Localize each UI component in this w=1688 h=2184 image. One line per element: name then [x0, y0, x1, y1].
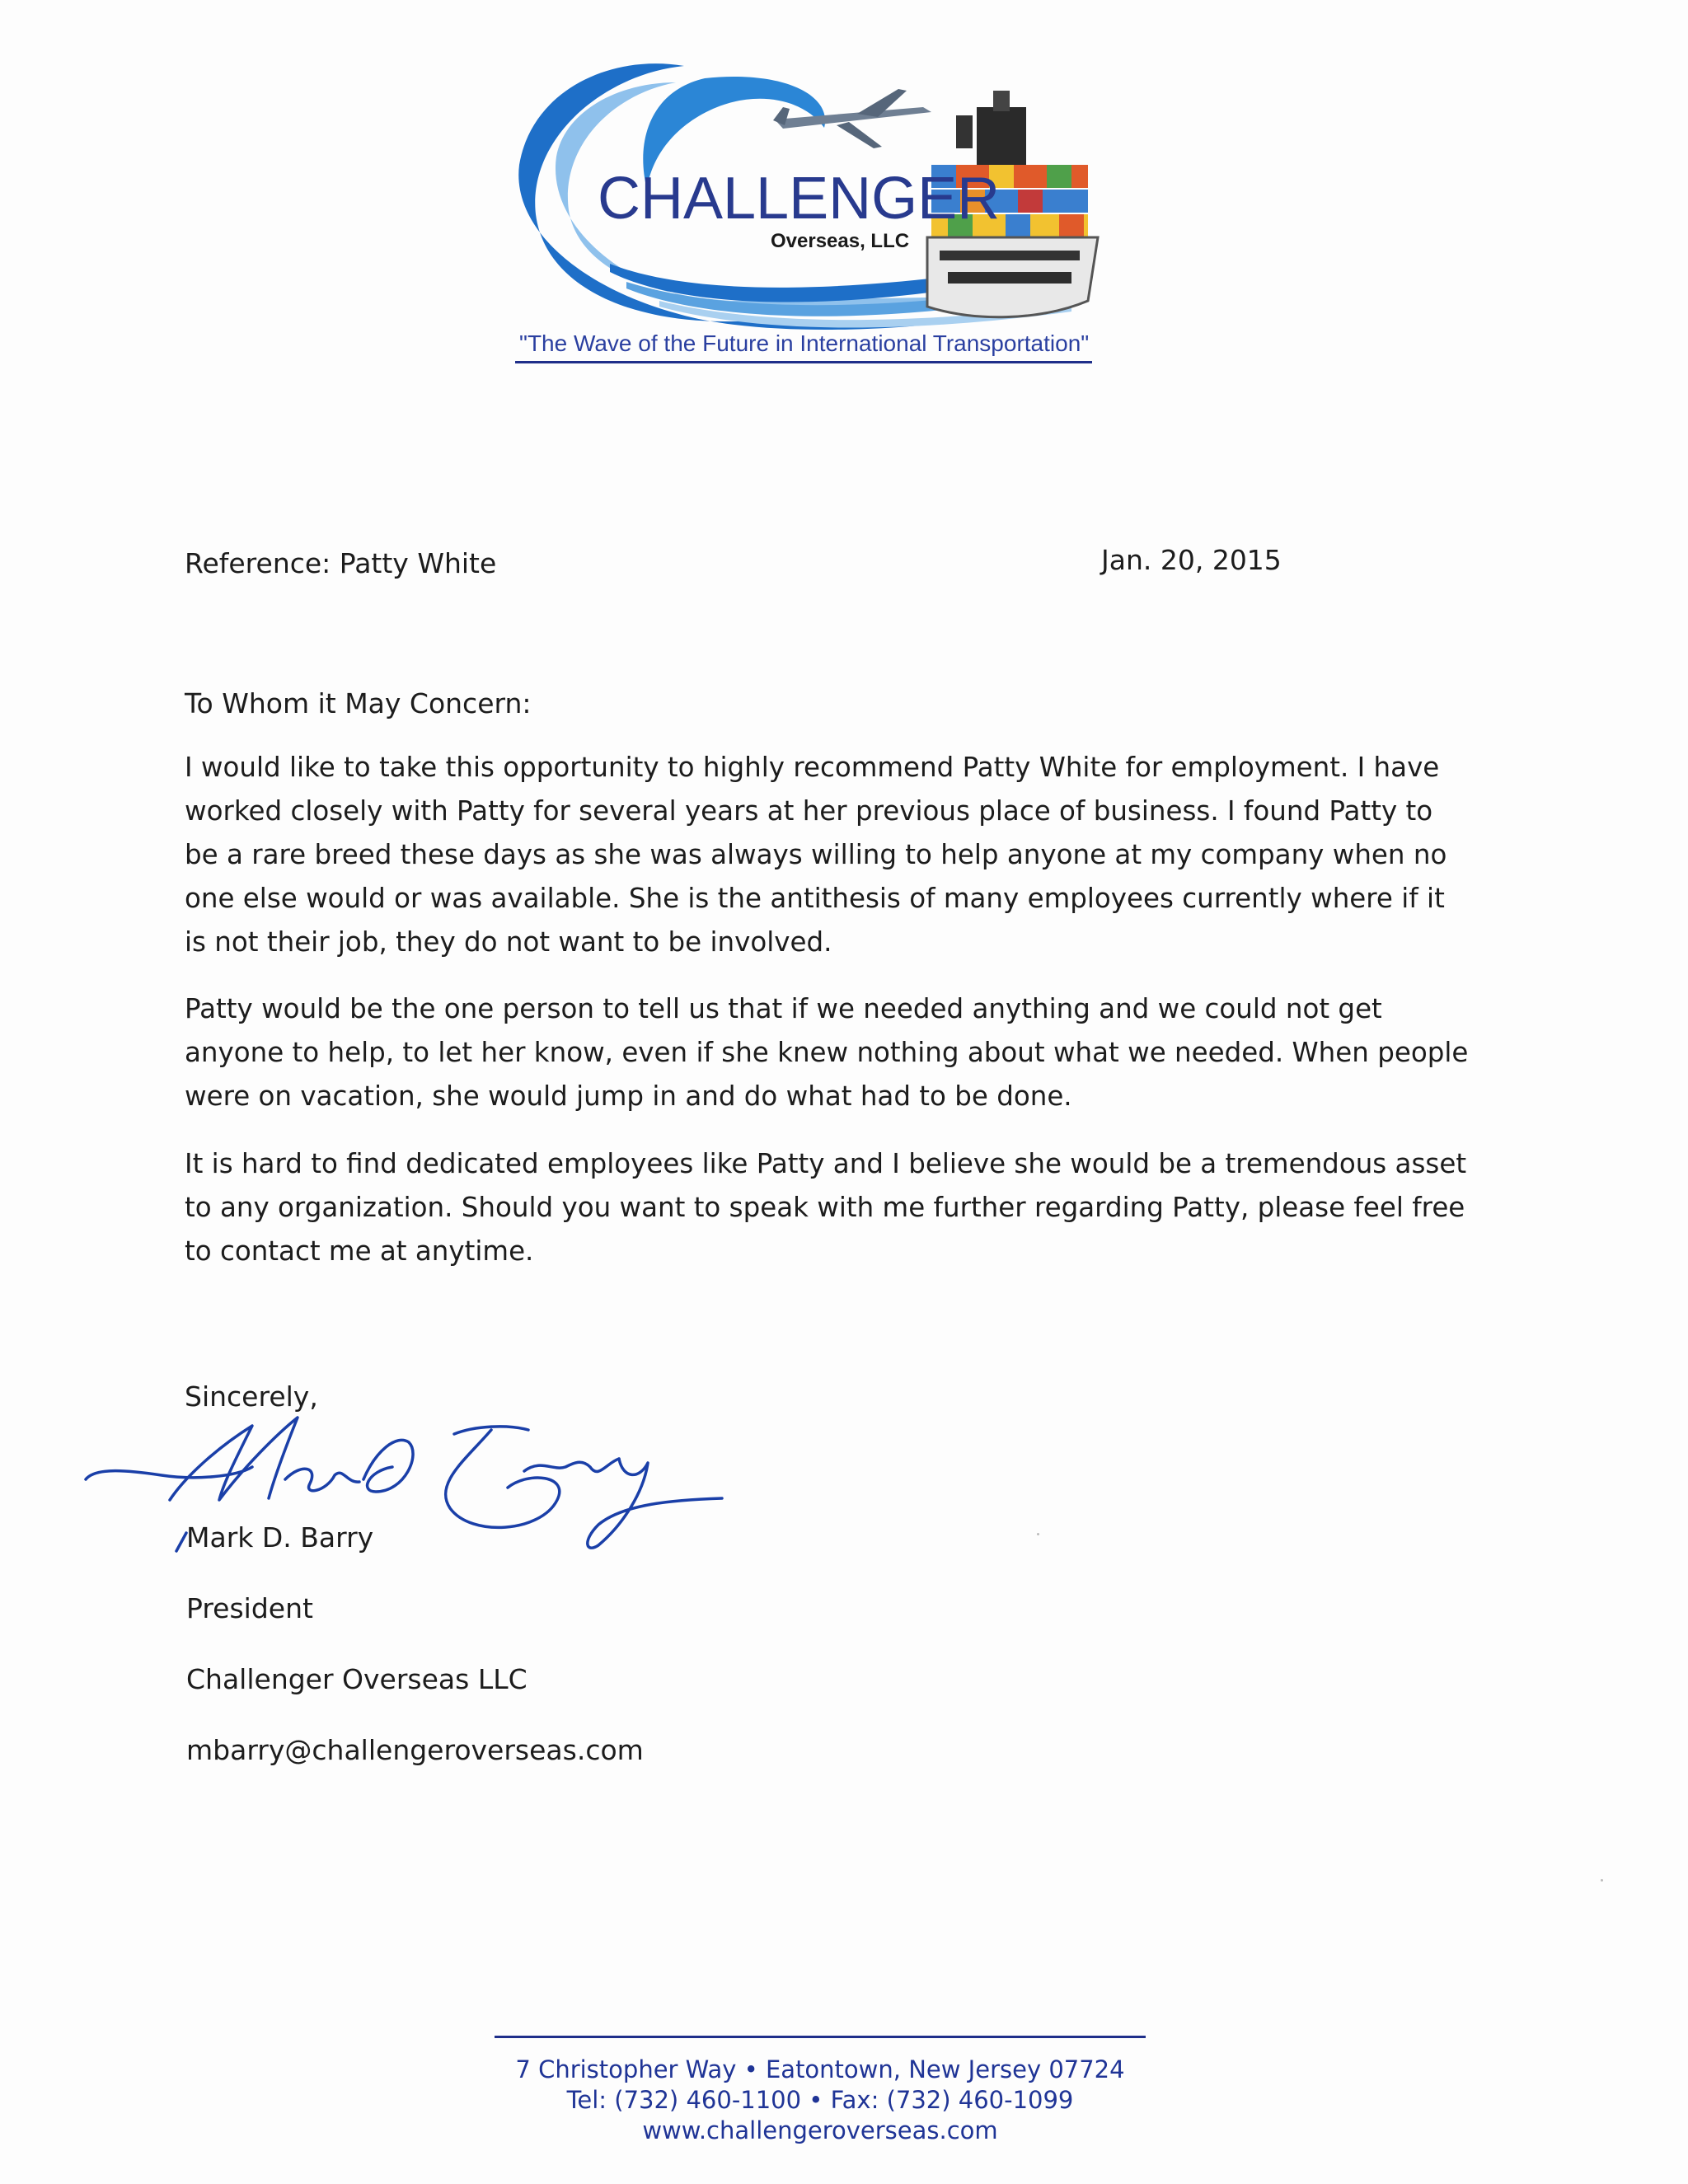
scan-speck	[1037, 1533, 1039, 1535]
signer-company: Challenger Overseas LLC	[186, 1663, 528, 1695]
salutation: To Whom it May Concern:	[185, 687, 532, 719]
footer-website: www.challengeroverseas.com	[642, 2116, 998, 2144]
handwritten-signature	[79, 1401, 730, 1558]
logo-tagline: "The Wave of the Future in International Transportation"	[519, 330, 1090, 356]
scan-speck	[1601, 1879, 1603, 1882]
signer-title: President	[186, 1592, 313, 1624]
logo-company-suffix: Overseas, LLC	[771, 230, 910, 252]
letterhead-footer	[495, 2036, 1146, 2146]
logo-company-name: CHALLENGER	[598, 166, 1001, 232]
closing: Sincerely,	[185, 1380, 318, 1413]
reference-line: Reference: Patty White	[185, 547, 497, 579]
footer-address: 7 Christopher Way • Eatontown, New Jersey 07724	[515, 2055, 1125, 2083]
body-paragraph-3: It is hard to find dedicated employees like Patty and I believe she would be a tremendous asset to any organization. Should you want to speak with me further regarding Patty, please feel free to contact me at anytime.	[185, 1148, 1467, 1267]
body-paragraph-2: Patty would be the one person to tell us that if we needed anything and we could not get anyone to help, to let her know, even if she knew nothing about what we needed. When people were on vacation, she would jump in and do what had to be done.	[185, 993, 1469, 1112]
tagline-underline	[515, 361, 1092, 363]
company-logo	[511, 49, 1104, 379]
footer-rule	[495, 2036, 1146, 2038]
letter-date: Jan. 20, 2015	[1101, 544, 1282, 576]
body-paragraph-1: I would like to take this opportunity to highly recommend Patty White for employment. I have worked closely with Patty for several years at her previous place of business. I found Patty to be a rare breed these days as she was always willing to help anyone at my company when no one else would or was available. She is the antithesis of many employees currently where if it is not their job, they do not want to be involved.	[185, 752, 1447, 958]
signer-name: Mark D. Barry	[186, 1521, 374, 1554]
footer-phones: Tel: (732) 460-1100 • Fax: (732) 460-1099	[566, 2086, 1074, 2114]
signer-email: mbarry@challengeroverseas.com	[186, 1734, 644, 1766]
